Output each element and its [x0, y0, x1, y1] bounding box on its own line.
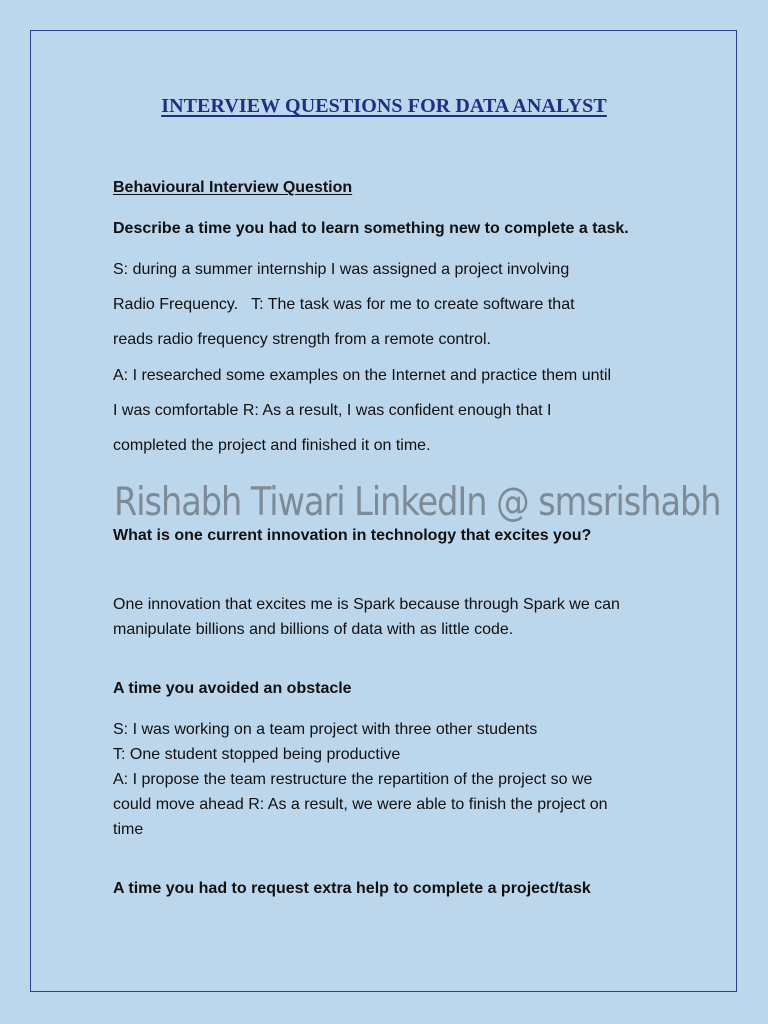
section-heading: Behavioural Interview Question — [113, 179, 353, 196]
answer-3-line: could move ahead R: As a result, we were able to finish the project on — [113, 796, 608, 813]
answer-1-line: I was comfortable R: As a result, I was confident enough that I — [113, 402, 552, 419]
watermark: Rishabh Tiwari LinkedIn @ smsrishabh — [114, 480, 721, 525]
answer-1-line: reads radio frequency strength from a remote control. — [113, 331, 491, 348]
answer-2-line: One innovation that excites me is Spark because through Spark we can — [113, 596, 620, 613]
question-4: A time you had to request extra help to complete a project/task — [113, 880, 591, 897]
answer-3-line: T: One student stopped being productive — [113, 746, 401, 763]
answer-1-line: S: during a summer internship I was assigned a project involving — [113, 261, 570, 278]
question-2: What is one current innovation in technology that excites you? — [113, 527, 592, 544]
question-1: Describe a time you had to learn something new to complete a task. — [113, 220, 629, 237]
document-title: INTERVIEW QUESTIONS FOR DATA ANALYST — [161, 95, 607, 117]
answer-3-line: S: I was working on a team project with three other students — [113, 721, 538, 738]
question-3: A time you avoided an obstacle — [113, 680, 352, 697]
answer-2-line: manipulate billions and billions of data with as little code. — [113, 621, 514, 638]
answer-1-line: completed the project and finished it on time. — [113, 437, 431, 454]
answer-3-line: time — [113, 821, 144, 838]
answer-1-line: Radio Frequency. T: The task was for me to create software that — [113, 296, 575, 313]
answer-3-line: A: I propose the team restructure the repartition of the project so we — [113, 771, 593, 788]
answer-1-line: A: I researched some examples on the Internet and practice them until — [113, 367, 612, 384]
